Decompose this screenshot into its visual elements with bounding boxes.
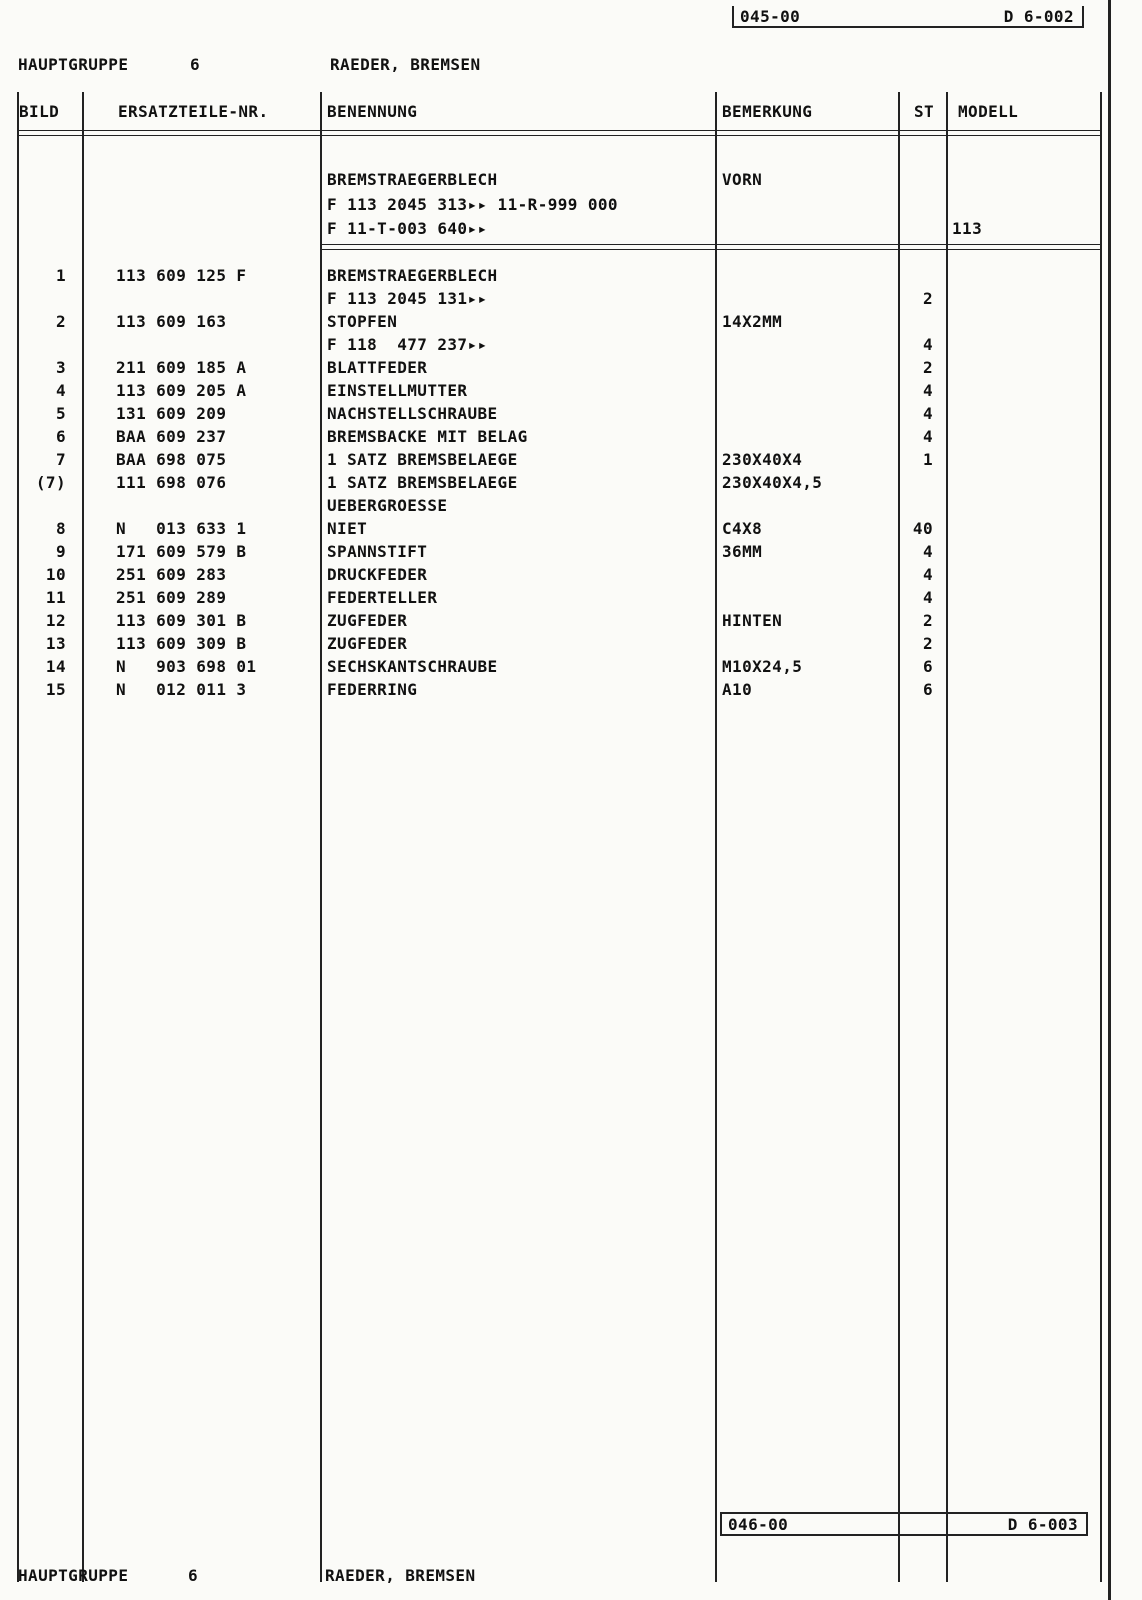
cell-part-number: 111 698 076 [116,473,227,492]
intro-benennung: BREMSTRAEGERBLECH [327,170,498,189]
cell-benennung: SECHSKANTSCHRAUBE [327,657,498,676]
cell-part-number: 131 609 209 [116,404,227,423]
cell-quantity: 6 [922,657,933,676]
column-header-modell: MODELL [958,102,1019,121]
cell-benennung: SPANNSTIFT [327,542,428,561]
cell-quantity: 2 [922,289,933,308]
cell-part-number: 113 609 309 B [116,634,247,653]
cell-bild: 3 [55,358,66,377]
cell-part-number: 211 609 185 A [116,358,247,377]
table-row [0,563,1120,586]
cell-part-number: 113 609 125 F [116,266,247,285]
cell-bild: 10 [45,565,66,584]
group-number: 6 [190,55,201,74]
group-title: RAEDER, BREMSEN [330,55,481,74]
table-row [0,609,1120,632]
intro-benennung: F 113 2045 313▸▸ 11-R-999 000 [327,195,618,214]
intro-row [0,168,1120,191]
cell-benennung: NIET [327,519,368,538]
column-header-nr: ERSATZTEILE-NR. [118,102,269,121]
cell-part-number: 113 609 301 B [116,611,247,630]
cell-bemerkung: 230X40X4 [722,450,803,469]
cell-bild: 9 [55,542,66,561]
cell-part-number: 171 609 579 B [116,542,247,561]
cell-part-number: BAA 698 075 [116,450,227,469]
table-row [0,632,1120,655]
cell-bild: 2 [55,312,66,331]
footer-group-label: HAUPTGRUPPE [18,1566,129,1585]
cell-bild: 4 [55,381,66,400]
cell-bemerkung: HINTEN [722,611,783,630]
cell-benennung: ZUGFEDER [327,611,408,630]
cell-quantity: 2 [922,358,933,377]
table-row [0,517,1120,540]
header-rule [17,130,1102,136]
cell-benennung: FEDERRING [327,680,418,699]
top-right-ref: D 6-002 [1003,7,1074,26]
footer-group-title: RAEDER, BREMSEN [325,1566,476,1585]
cell-quantity: 2 [922,634,933,653]
table-row [0,287,1120,310]
cell-quantity: 4 [922,404,933,423]
cell-bild: 13 [45,634,66,653]
top-reference-box [732,6,1084,28]
intro-rule [320,244,1102,250]
column-header-st: ST [914,102,935,121]
cell-quantity: 4 [922,427,933,446]
table-row [0,448,1120,471]
cell-benennung: STOPFEN [327,312,398,331]
cell-bild: 12 [45,611,66,630]
column-header-bild: BILD [19,102,60,121]
cell-bild: 5 [55,404,66,423]
table-row [0,356,1120,379]
table-row [0,494,1120,517]
cell-benennung: DRUCKFEDER [327,565,428,584]
cell-quantity: 4 [922,588,933,607]
cell-bemerkung: C4X8 [722,519,763,538]
top-left-ref: 045-00 [740,7,801,26]
cell-bemerkung: 230X40X4,5 [722,473,823,492]
footer-group-number: 6 [188,1566,199,1585]
bottom-left-ref: 046-00 [728,1515,789,1534]
cell-bild: 8 [55,519,66,538]
cell-benennung: 1 SATZ BREMSBELAEGE [327,450,518,469]
cell-benennung: F 113 2045 131▸▸ [327,289,488,308]
cell-part-number: N 013 633 1 [116,519,247,538]
column-header-bemerkung: BEMERKUNG [722,102,813,121]
cell-benennung: BREMSBACKE MIT BELAG [327,427,528,446]
bottom-right-ref: D 6-003 [1007,1515,1078,1534]
cell-part-number: BAA 609 237 [116,427,227,446]
group-label: HAUPTGRUPPE [18,55,129,74]
cell-part-number: 251 609 289 [116,588,227,607]
cell-quantity: 2 [922,611,933,630]
cell-bild: 6 [55,427,66,446]
page-right-border [1108,0,1111,1600]
table-row [0,586,1120,609]
cell-bemerkung: A10 [722,680,753,699]
cell-benennung: ZUGFEDER [327,634,408,653]
cell-quantity: 4 [922,381,933,400]
table-row [0,402,1120,425]
cell-bild: 7 [55,450,66,469]
cell-quantity: 40 [912,519,933,538]
intro-bemerkung: VORN [722,170,763,189]
cell-bild: 14 [45,657,66,676]
table-row [0,333,1120,356]
table-row [0,310,1120,333]
table-row [0,471,1120,494]
cell-part-number: N 012 011 3 [116,680,247,699]
cell-part-number: 251 609 283 [116,565,227,584]
cell-benennung: FEDERTELLER [327,588,438,607]
table-row [0,379,1120,402]
column-header-benennung: BENENNUNG [327,102,418,121]
table-row [0,540,1120,563]
cell-bild: 1 [55,266,66,285]
cell-bemerkung: 14X2MM [722,312,783,331]
cell-part-number: N 903 698 01 [116,657,257,676]
cell-quantity: 1 [922,450,933,469]
cell-benennung: EINSTELLMUTTER [327,381,468,400]
cell-bild: (7) [35,473,66,492]
cell-benennung: 1 SATZ BREMSBELAEGE [327,473,518,492]
intro-row [0,193,1120,216]
intro-modell: 113 [952,219,983,238]
table-row [0,655,1120,678]
table-row [0,678,1120,701]
cell-part-number: 113 609 163 [116,312,227,331]
cell-benennung: BREMSTRAEGERBLECH [327,266,498,285]
cell-quantity: 6 [922,680,933,699]
cell-benennung: UEBERGROESSE [327,496,448,515]
cell-benennung: NACHSTELLSCHRAUBE [327,404,498,423]
cell-benennung: BLATTFEDER [327,358,428,377]
cell-bemerkung: M10X24,5 [722,657,803,676]
table-row [0,264,1120,287]
cell-bemerkung: 36MM [722,542,763,561]
cell-part-number: 113 609 205 A [116,381,247,400]
intro-row [0,217,1120,240]
intro-benennung: F 11-T-003 640▸▸ [327,219,488,238]
cell-quantity: 4 [922,542,933,561]
cell-bild: 11 [45,588,66,607]
bottom-reference-box [720,1512,1088,1536]
table-row [0,425,1120,448]
cell-quantity: 4 [922,335,933,354]
cell-benennung: F 118 477 237▸▸ [327,335,488,354]
cell-quantity: 4 [922,565,933,584]
cell-bild: 15 [45,680,66,699]
